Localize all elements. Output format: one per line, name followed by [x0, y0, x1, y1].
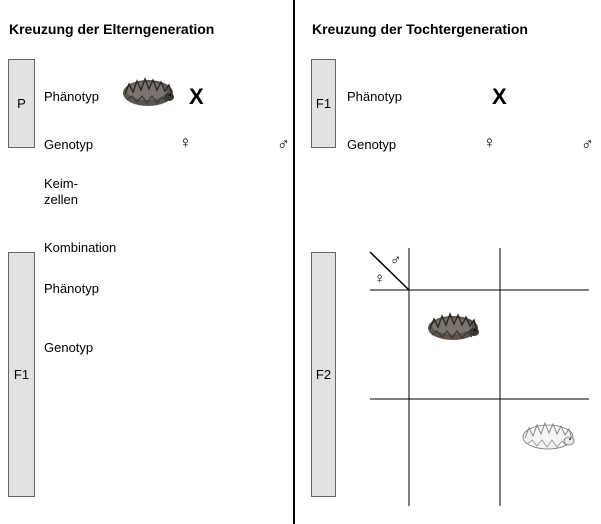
right-genotyp-label: Genotyp	[347, 137, 397, 152]
left-kombination-label: Kombination	[44, 240, 117, 255]
left-phaenotyp-label: Phänotyp	[44, 89, 99, 104]
left-genotyp-label: Genotyp	[44, 137, 94, 152]
left-f1-box-label: F1	[13, 367, 30, 382]
right-f2-box-label: F2	[315, 367, 332, 382]
right-cross-symbol: X	[492, 84, 507, 109]
right-male-symbol: ♂	[581, 135, 594, 154]
left-p-box-label: P	[17, 96, 26, 111]
left-female-symbol: ♀	[179, 133, 192, 152]
left-keim-line1: Keim-	[44, 176, 78, 191]
right-phaenotyp-label: Phänotyp	[347, 89, 402, 104]
left-title: Kreuzung der Elterngeneration	[9, 21, 215, 37]
left-phaenotyp2-label: Phänotyp	[44, 281, 99, 296]
right-f1-box-label: F1	[315, 96, 332, 111]
right-title: Kreuzung der Tochtergeneration	[312, 21, 528, 37]
left-cross-symbol: X	[189, 84, 204, 109]
left-keim-line2: zellen	[44, 192, 78, 207]
grid-male-symbol: ♂	[390, 252, 402, 269]
grid-female-symbol: ♀	[374, 270, 386, 287]
left-genotyp2-label: Genotyp	[44, 340, 94, 355]
right-female-symbol: ♀	[483, 133, 496, 152]
left-male-symbol: ♂	[277, 135, 290, 154]
